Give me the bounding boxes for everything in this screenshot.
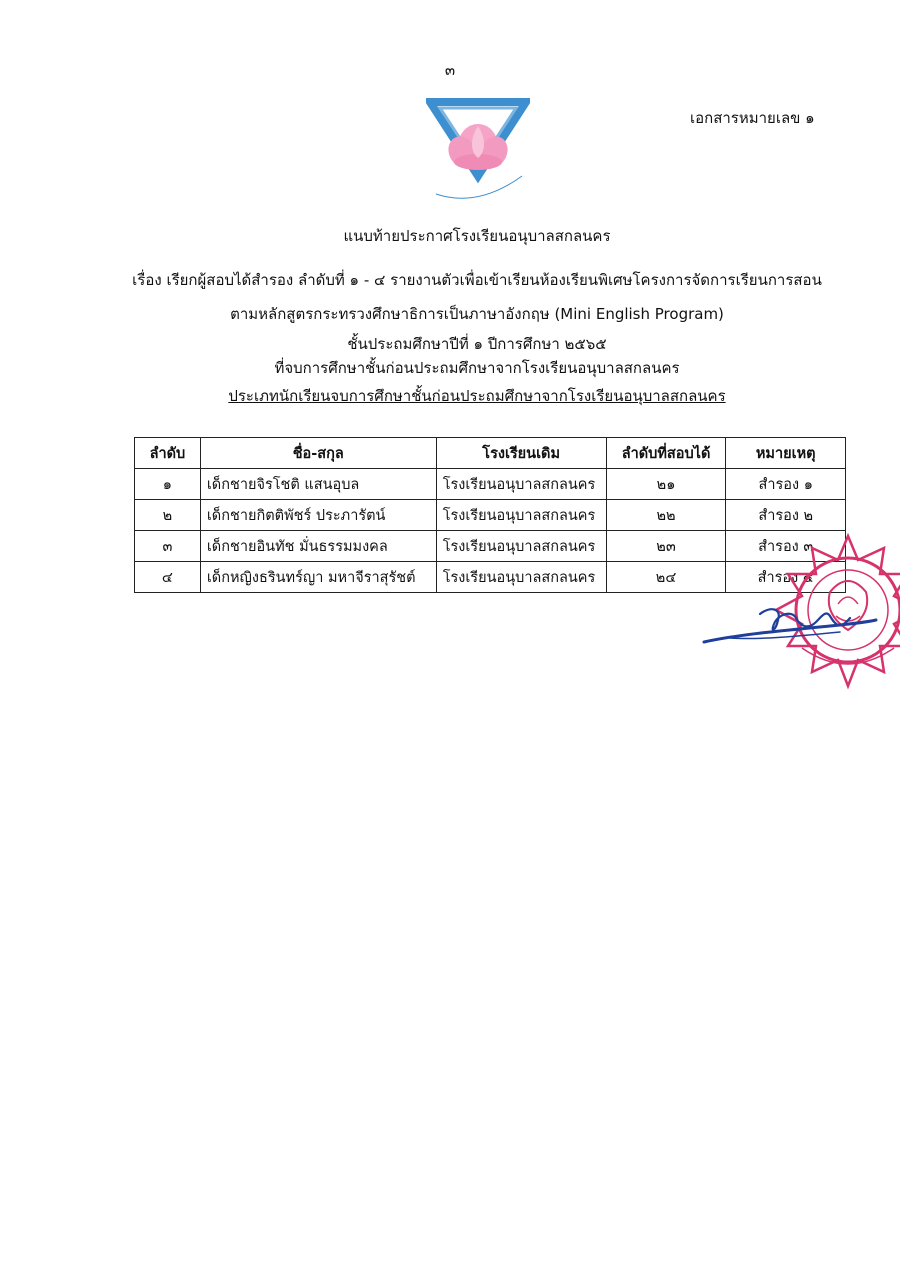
handwritten-signature-icon: [700, 600, 880, 660]
cell-order: ๔: [135, 562, 201, 593]
header-note: หมายเหตุ: [726, 438, 846, 469]
cell-note: สำรอง ๑: [726, 469, 846, 500]
table-row: [135, 469, 846, 500]
page-number: ๓: [444, 61, 456, 79]
cell-order: ๓: [135, 531, 201, 562]
table-row: [135, 500, 846, 531]
table-header-row: [135, 438, 846, 469]
curriculum-line: ตามหลักสูตรกระทรวงศึกษาธิการเป็นภาษาอังกฤษ (Mini English Program): [230, 305, 724, 323]
students-table: [134, 437, 846, 593]
cell-school: โรงเรียนอนุบาลสกลนคร: [436, 531, 606, 562]
cell-school: โรงเรียนอนุบาลสกลนคร: [436, 469, 606, 500]
category-line: ประเภทนักเรียนจบการศึกษาชั้นก่อนประถมศึกษาจากโรงเรียนอนุบาลสกลนคร: [228, 387, 726, 405]
cell-note: สำรอง ๓: [726, 531, 846, 562]
cell-rank: ๒๔: [606, 562, 726, 593]
previous-school-line: ที่จบการศึกษาชั้นก่อนประถมศึกษาจากโรงเรียนอนุบาลสกลนคร: [274, 359, 680, 377]
annex-title: แนบท้ายประกาศโรงเรียนอนุบาลสกลนคร: [343, 227, 611, 245]
header-name: ชื่อ-สกุล: [200, 438, 436, 469]
cell-rank: ๒๓: [606, 531, 726, 562]
cell-order: ๒: [135, 500, 201, 531]
grade-line: ชั้นประถมศึกษาปีที่ ๑ ปีการศึกษา ๒๕๖๕: [347, 335, 607, 353]
cell-name: เด็กชายกิตติพัชร์ ประภารัตน์: [200, 500, 436, 531]
cell-rank: ๒๑: [606, 469, 726, 500]
cell-name: เด็กชายอินทัช มั่นธรรมมงคล: [200, 531, 436, 562]
header-school: โรงเรียนเดิม: [436, 438, 606, 469]
subject-line: เรื่อง เรียกผู้สอบได้สำรอง ลำดับที่ ๑ - ๔ รายงานตัวเพื่อเข้าเรียนห้องเรียนพิเศษโครงการจัดการเรียนการสอน: [132, 271, 822, 289]
cell-note: สำรอง ๒: [726, 500, 846, 531]
cell-rank: ๒๒: [606, 500, 726, 531]
cell-note: สำรอง ๔: [726, 562, 846, 593]
cell-name: เด็กหญิงธรินทร์ญา มหาจีราสุรัชต์: [200, 562, 436, 593]
header-rank: ลำดับที่สอบได้: [606, 438, 726, 469]
table-row: [135, 531, 846, 562]
school-logo-icon: [426, 96, 530, 206]
header-order: ลำดับ: [135, 438, 201, 469]
table-row: [135, 562, 846, 593]
cell-name: เด็กชายจิรโชติ แสนอุบล: [200, 469, 436, 500]
cell-school: โรงเรียนอนุบาลสกลนคร: [436, 562, 606, 593]
cell-order: ๑: [135, 469, 201, 500]
document-number: เอกสารหมายเลข ๑: [690, 109, 815, 127]
cell-school: โรงเรียนอนุบาลสกลนคร: [436, 500, 606, 531]
